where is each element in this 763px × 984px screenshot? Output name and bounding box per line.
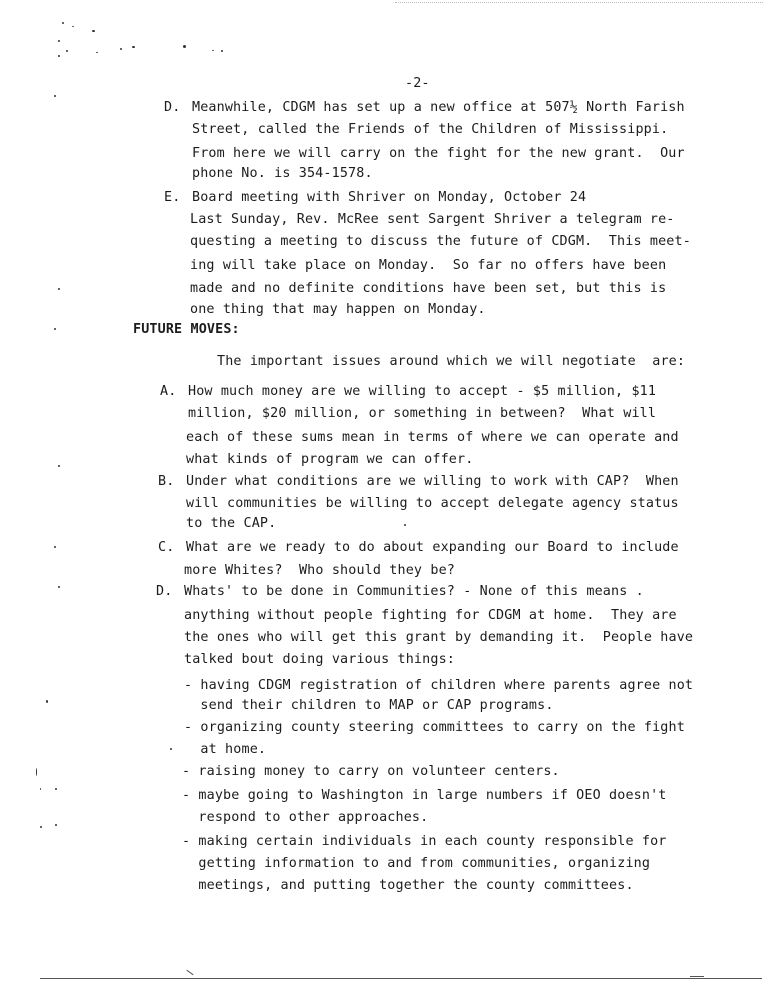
section-e-line: made and no definite conditions have been set, but this is: [190, 281, 667, 296]
future-item-label: C.: [158, 540, 175, 555]
top-edge-rule: [395, 2, 763, 3]
page-number: -2-: [405, 76, 430, 91]
section-e-line: ing will take place on Monday. So far no offers have been: [190, 258, 667, 273]
bullet-line: - maybe going to Washington in large numbers if OEO doesn't: [182, 788, 667, 803]
bottom-edge-rule: [40, 978, 762, 979]
bottom-edge-mark: [186, 970, 193, 975]
future-item-label: B.: [158, 474, 175, 489]
bullet-line: - making certain individuals in each county responsible for: [182, 834, 667, 849]
bullet-line: meetings, and putting together the county committees.: [182, 878, 634, 893]
future-item-line: the ones who will get this grant by demanding it. People have: [184, 630, 694, 645]
future-item-line: to the CAP.: [186, 516, 277, 531]
bullet-line: send their children to MAP or CAP programs.: [184, 698, 554, 713]
future-item-line: How much money are we willing to accept - $5 million, $11: [188, 384, 657, 399]
section-e-line: one thing that may happen on Monday.: [190, 302, 486, 317]
future-item-line: Under what conditions are we willing to work with CAP? When: [186, 474, 679, 489]
section-e-line: Last Sunday, Rev. McRee sent Sargent Shriver a telegram re-: [190, 212, 675, 227]
section-e-line: questing a meeting to discuss the future of CDGM. This meet-: [190, 234, 691, 249]
future-moves-heading: FUTURE MOVES:: [133, 322, 240, 337]
bullet-line: - raising money to carry on volunteer centers.: [182, 764, 560, 779]
future-moves-intro: The important issues around which we will negotiate are:: [217, 354, 686, 369]
section-d-line: From here we will carry on the fight for the new grant. Our: [192, 146, 685, 161]
bullet-line: respond to other approaches.: [182, 810, 429, 825]
future-item-label: A.: [160, 384, 177, 399]
bullet-line: - having CDGM registration of children where parents agree not: [184, 678, 694, 693]
future-item-line: Whats' to be done in Communities? - None of this means .: [184, 584, 644, 599]
future-item-line: talked bout doing various things:: [184, 652, 455, 667]
section-e-label: E.: [164, 190, 181, 205]
future-item-line: What are we ready to do about expanding our Board to include: [186, 540, 679, 555]
bullet-line: - organizing county steering committees to carry on the fight: [184, 720, 685, 735]
section-d-line: phone No. is 354-1578.: [192, 166, 373, 181]
section-d-line: Street, called the Friends of the Children of Mississippi.: [192, 122, 669, 137]
future-item-line: million, $20 million, or something in between? What will: [188, 406, 657, 421]
section-e-line: Board meeting with Shriver on Monday, October 24: [192, 190, 587, 205]
future-item-line: more Whites? Who should they be?: [184, 563, 455, 578]
bullet-line: getting information to and from communities, organizing: [182, 856, 651, 871]
future-item-label: D.: [156, 584, 173, 599]
bottom-edge-mark: [690, 976, 704, 977]
bullet-line: at home.: [184, 742, 267, 757]
future-item-line: what kinds of program we can offer.: [186, 452, 474, 467]
future-item-line: anything without people fighting for CDGM at home. They are: [184, 608, 677, 623]
future-item-line: will communities be willing to accept delegate agency status: [186, 496, 679, 511]
future-item-line: each of these sums mean in terms of where we can operate and: [186, 430, 679, 445]
section-d-label: D.: [164, 100, 181, 115]
section-d-line: Meanwhile, CDGM has set up a new office at 507½ North Farish: [192, 100, 685, 115]
